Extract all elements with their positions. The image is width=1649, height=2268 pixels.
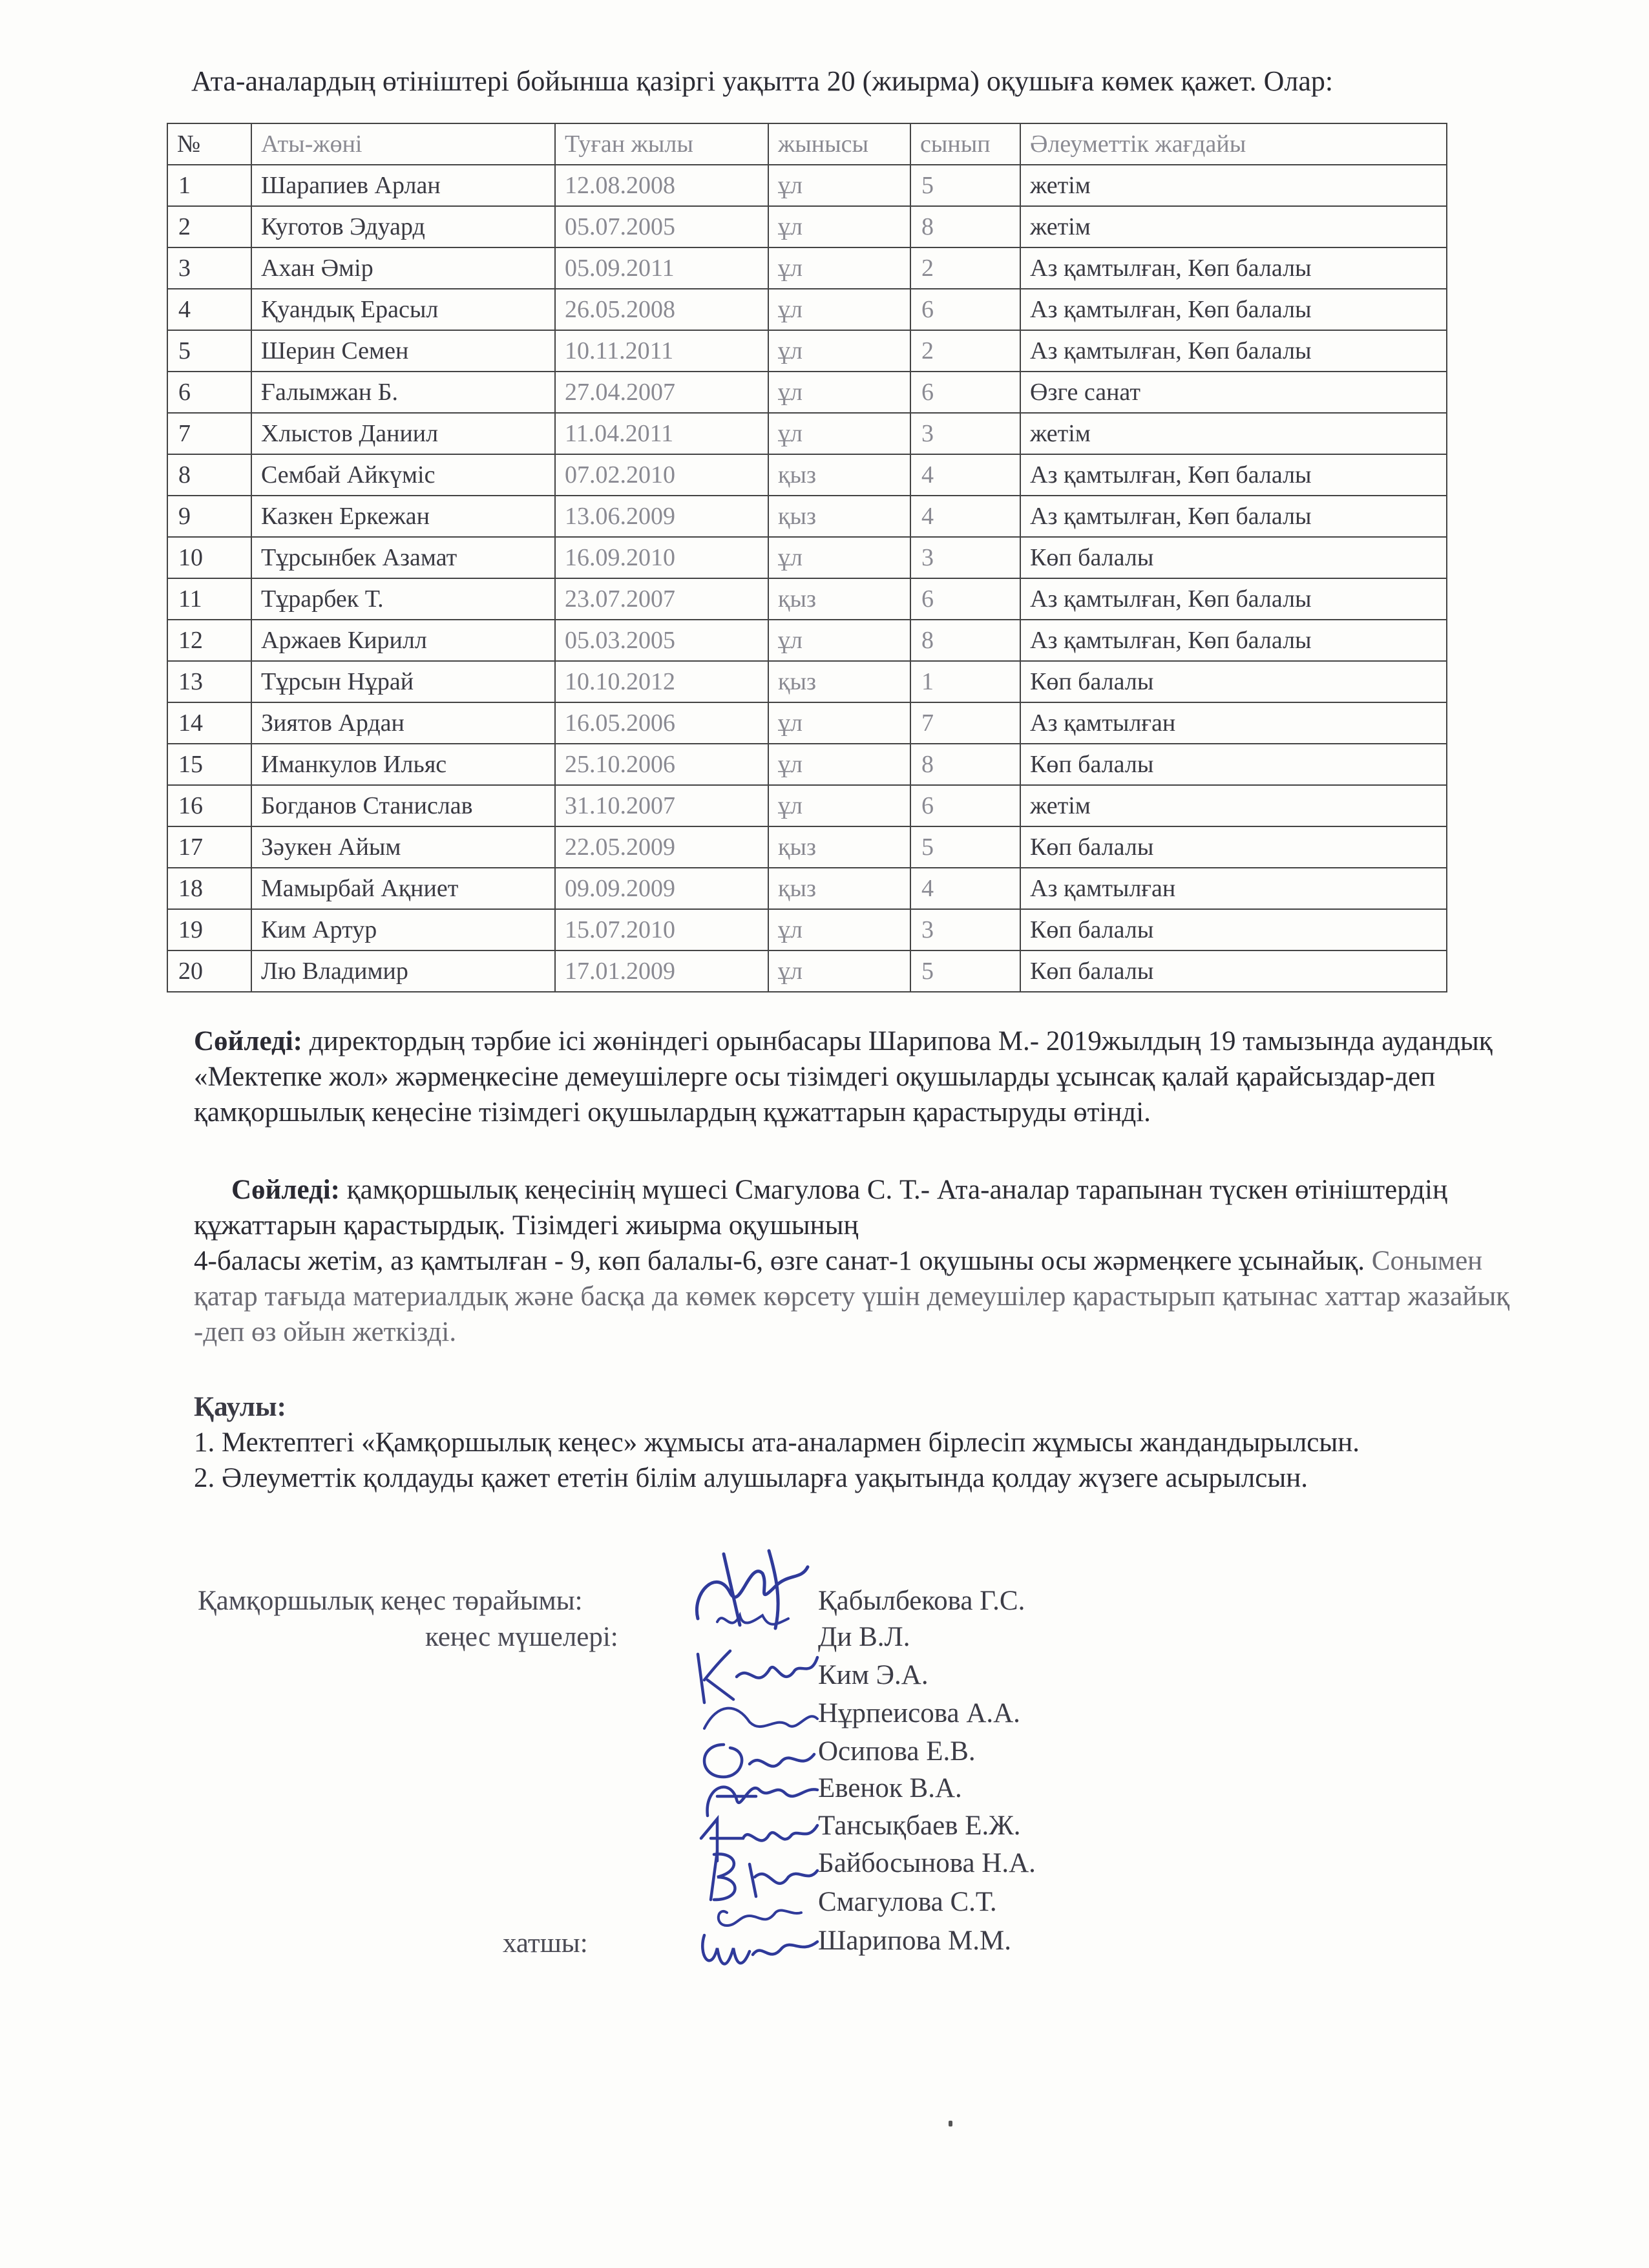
cell-gender: ұл xyxy=(768,909,910,950)
header-gender: жынысы xyxy=(768,123,910,165)
cell-birth-date: 17.01.2009 xyxy=(555,950,768,992)
cell-social-status: Көп балалы xyxy=(1020,950,1447,992)
cell-grade: 8 xyxy=(910,206,1020,247)
table-row xyxy=(167,247,1447,289)
cell-gender: ұл xyxy=(768,702,910,744)
speck xyxy=(949,2121,952,2126)
cell-number: 12 xyxy=(167,620,251,661)
table-row xyxy=(167,165,1447,206)
speech-1 xyxy=(194,1024,1525,1130)
chair-label: Қамқоршылық кеңес төрайымы: xyxy=(198,1586,583,1616)
cell-grade: 3 xyxy=(910,537,1020,578)
cell-grade: 2 xyxy=(910,330,1020,372)
speech-1-text: директордың тәрбие ісі жөніндегі орынбасары Шарипова М.- 2019жылдың 19 тамызында аудандық «Мектепке жол» жәрмеңкесіне демеушілерге осы тізімдегі оқушыларды ұсынсақ қалай қарайсыздар-деп қамқоршылық кеңесіне тізімдегі оқушылардың құжаттарын қарастыруды өтінді. xyxy=(194,1026,1493,1128)
cell-number: 19 xyxy=(167,909,251,950)
cell-number: 17 xyxy=(167,826,251,868)
cell-name: Қуандық Ерасыл xyxy=(251,289,555,330)
cell-birth-date: 13.06.2009 xyxy=(555,496,768,537)
cell-social-status: Көп балалы xyxy=(1020,826,1447,868)
cell-number: 1 xyxy=(167,165,251,206)
header-social-status: Әлеуметтік жағдайы xyxy=(1020,123,1447,165)
cell-gender: ұл xyxy=(768,413,910,454)
header-number: № xyxy=(167,123,251,165)
table-row xyxy=(167,826,1447,868)
secretary-name: Шарипова М.М. xyxy=(818,1926,1012,1956)
table-row xyxy=(167,496,1447,537)
member-name: Смагулова С.Т. xyxy=(818,1887,997,1917)
table-row xyxy=(167,578,1447,620)
cell-number: 13 xyxy=(167,661,251,702)
table-row xyxy=(167,289,1447,330)
header-grade: сынып xyxy=(910,123,1020,165)
cell-name: Тұрарбек Т. xyxy=(251,578,555,620)
member-name: Ди В.Л. xyxy=(818,1622,910,1652)
cell-number: 5 xyxy=(167,330,251,372)
cell-gender: ұл xyxy=(768,744,910,785)
cell-gender: ұл xyxy=(768,247,910,289)
cell-birth-date: 27.04.2007 xyxy=(555,372,768,413)
table-row xyxy=(167,206,1447,247)
table-row xyxy=(167,537,1447,578)
cell-birth-date: 05.09.2011 xyxy=(555,247,768,289)
cell-birth-date: 11.04.2011 xyxy=(555,413,768,454)
member-name: Евенок В.А. xyxy=(818,1773,962,1803)
cell-name: Ғалымжан Б. xyxy=(251,372,555,413)
cell-social-status: Аз қамтылған, Көп балалы xyxy=(1020,620,1447,661)
cell-grade: 7 xyxy=(910,702,1020,744)
table-body xyxy=(167,165,1447,992)
cell-social-status: жетім xyxy=(1020,785,1447,826)
cell-social-status: Көп балалы xyxy=(1020,537,1447,578)
resolution xyxy=(194,1389,1525,1496)
member-name: Тансықбаев Е.Ж. xyxy=(818,1811,1021,1841)
speech-2-text-b: 4-баласы жетім, аз қамтылған - 9, көп балалы-6, өзге санат-1 оқушыны осы жәрмеңкеге ұсынайық. xyxy=(194,1246,1365,1276)
speech-2-text-a: қамқоршылық кеңесінің мүшесі Смагулова С. Т.- Ата-аналар тарапынан түскен өтініштердің құжаттарын қарастырдық. Тізімдегі жиырма оқушының xyxy=(194,1175,1447,1241)
cell-social-status: жетім xyxy=(1020,413,1447,454)
cell-grade: 2 xyxy=(910,247,1020,289)
cell-birth-date: 23.07.2007 xyxy=(555,578,768,620)
cell-grade: 4 xyxy=(910,454,1020,496)
cell-number: 4 xyxy=(167,289,251,330)
cell-name: Шарапиев Арлан xyxy=(251,165,555,206)
cell-birth-date: 26.05.2008 xyxy=(555,289,768,330)
cell-name: Зиятов Ардан xyxy=(251,702,555,744)
cell-social-status: Аз қамтылған xyxy=(1020,868,1447,909)
speech-1-label: Сөйледі: xyxy=(194,1026,302,1056)
signatures-block xyxy=(0,1583,1649,1984)
table-row xyxy=(167,702,1447,744)
member-name: Ким Э.А. xyxy=(818,1660,929,1690)
cell-name: Ахан Әмір xyxy=(251,247,555,289)
cell-name: Тұрсынбек Азамат xyxy=(251,537,555,578)
member-signature xyxy=(678,1596,808,1648)
member-name: Нұрпеисова А.А. xyxy=(818,1698,1020,1728)
cell-number: 2 xyxy=(167,206,251,247)
cell-social-status: жетім xyxy=(1020,165,1447,206)
cell-grade: 5 xyxy=(910,950,1020,992)
cell-birth-date: 15.07.2010 xyxy=(555,909,768,950)
cell-birth-date: 16.05.2006 xyxy=(555,702,768,744)
cell-gender: қыз xyxy=(768,496,910,537)
header-name: Аты-жөні xyxy=(251,123,555,165)
members-label: кеңес мүшелері: xyxy=(425,1622,618,1652)
cell-number: 8 xyxy=(167,454,251,496)
cell-birth-date: 10.11.2011 xyxy=(555,330,768,372)
cell-number: 10 xyxy=(167,537,251,578)
cell-name: Шерин Семен xyxy=(251,330,555,372)
chair-name: Қабылбекова Г.С. xyxy=(818,1586,1025,1616)
cell-name: Зәукен Айым xyxy=(251,826,555,868)
cell-grade: 5 xyxy=(910,826,1020,868)
table-row xyxy=(167,785,1447,826)
cell-name: Хлыстов Даниил xyxy=(251,413,555,454)
cell-name: Мамырбай Ақниет xyxy=(251,868,555,909)
cell-name: Сембай Айкүміс xyxy=(251,454,555,496)
cell-name: Куготов Эдуард xyxy=(251,206,555,247)
table-row xyxy=(167,868,1447,909)
cell-gender: ұл xyxy=(768,372,910,413)
cell-birth-date: 10.10.2012 xyxy=(555,661,768,702)
cell-grade: 3 xyxy=(910,413,1020,454)
table-row xyxy=(167,372,1447,413)
cell-grade: 5 xyxy=(910,165,1020,206)
cell-birth-date: 05.03.2005 xyxy=(555,620,768,661)
table-row xyxy=(167,413,1447,454)
cell-gender: ұл xyxy=(768,165,910,206)
cell-number: 3 xyxy=(167,247,251,289)
cell-social-status: Аз қамтылған, Көп балалы xyxy=(1020,578,1447,620)
cell-birth-date: 22.05.2009 xyxy=(555,826,768,868)
cell-name: Тұрсын Нұрай xyxy=(251,661,555,702)
cell-number: 9 xyxy=(167,496,251,537)
cell-social-status: Аз қамтылған, Көп балалы xyxy=(1020,454,1447,496)
cell-social-status: Аз қамтылған, Көп балалы xyxy=(1020,247,1447,289)
resolution-item-2: 2. Әлеуметтік қолдауды қажет ететін білім алушыларға уақытында қолдау жүзеге асырылсын. xyxy=(194,1463,1308,1493)
cell-name: Казкен Еркежан xyxy=(251,496,555,537)
cell-number: 7 xyxy=(167,413,251,454)
resolution-item-1: 1. Мектептегі «Қамқоршылық кеңес» жұмысы ата-аналармен бірлесіп жұмысы жандандырылсын. xyxy=(194,1427,1360,1458)
cell-social-status: Өзге санат xyxy=(1020,372,1447,413)
member-name: Байбосынова Н.А. xyxy=(818,1848,1036,1878)
intro-line: Ата-аналардың өтініштері бойынша қазіргі уақытта 20 (жиырма) оқушыға көмек қажет. Олар: xyxy=(191,65,1334,97)
cell-birth-date: 12.08.2008 xyxy=(555,165,768,206)
cell-grade: 6 xyxy=(910,372,1020,413)
cell-birth-date: 31.10.2007 xyxy=(555,785,768,826)
cell-number: 6 xyxy=(167,372,251,413)
cell-number: 14 xyxy=(167,702,251,744)
table-row xyxy=(167,909,1447,950)
speech-2 xyxy=(194,1172,1525,1350)
cell-gender: ұл xyxy=(768,785,910,826)
resolution-title: Қаулы: xyxy=(194,1392,286,1422)
cell-social-status: жетім xyxy=(1020,206,1447,247)
cell-grade: 8 xyxy=(910,744,1020,785)
cell-number: 11 xyxy=(167,578,251,620)
secretary-label: хатшы: xyxy=(503,1928,588,1958)
table-row xyxy=(167,661,1447,702)
secretary-signature xyxy=(678,1916,827,1980)
cell-social-status: Аз қамтылған, Көп балалы xyxy=(1020,289,1447,330)
cell-birth-date: 09.09.2009 xyxy=(555,868,768,909)
cell-name: Аржаев Кирилл xyxy=(251,620,555,661)
cell-name: Ким Артур xyxy=(251,909,555,950)
cell-gender: ұл xyxy=(768,330,910,372)
cell-social-status: Көп балалы xyxy=(1020,909,1447,950)
cell-gender: қыз xyxy=(768,868,910,909)
table-row xyxy=(167,744,1447,785)
table-header-row xyxy=(167,123,1447,165)
cell-grade: 8 xyxy=(910,620,1020,661)
cell-gender: ұл xyxy=(768,950,910,992)
cell-grade: 6 xyxy=(910,289,1020,330)
cell-social-status: Аз қамтылған, Көп балалы xyxy=(1020,330,1447,372)
cell-birth-date: 07.02.2010 xyxy=(555,454,768,496)
table-row xyxy=(167,620,1447,661)
cell-social-status: Көп балалы xyxy=(1020,661,1447,702)
cell-birth-date: 25.10.2006 xyxy=(555,744,768,785)
cell-name: Богданов Станислав xyxy=(251,785,555,826)
cell-social-status: Аз қамтылған, Көп балалы xyxy=(1020,496,1447,537)
cell-gender: қыз xyxy=(768,661,910,702)
table-row xyxy=(167,454,1447,496)
students-table xyxy=(167,123,1447,992)
header-birth-date: Туған жылы xyxy=(555,123,768,165)
cell-number: 16 xyxy=(167,785,251,826)
cell-grade: 6 xyxy=(910,785,1020,826)
cell-name: Лю Владимир xyxy=(251,950,555,992)
cell-gender: қыз xyxy=(768,578,910,620)
cell-grade: 3 xyxy=(910,909,1020,950)
cell-gender: қыз xyxy=(768,454,910,496)
cell-social-status: Аз қамтылған xyxy=(1020,702,1447,744)
cell-social-status: Көп балалы xyxy=(1020,744,1447,785)
cell-birth-date: 05.07.2005 xyxy=(555,206,768,247)
member-name: Осипова Е.В. xyxy=(818,1736,976,1767)
cell-grade: 4 xyxy=(910,496,1020,537)
cell-number: 20 xyxy=(167,950,251,992)
cell-number: 18 xyxy=(167,868,251,909)
cell-birth-date: 16.09.2010 xyxy=(555,537,768,578)
table-row xyxy=(167,950,1447,992)
cell-grade: 6 xyxy=(910,578,1020,620)
cell-grade: 1 xyxy=(910,661,1020,702)
cell-gender: ұл xyxy=(768,620,910,661)
speech-2-label: Сөйледі: xyxy=(231,1175,340,1205)
speech-2-text-c: Сонымен қатар тағыда материалдық және басқа да көмек көрсету үшін демеушілер қарастырып қатынас хаттар жазайық -деп өз ойын жеткізді. xyxy=(194,1246,1510,1347)
cell-gender: ұл xyxy=(768,289,910,330)
cell-gender: ұл xyxy=(768,206,910,247)
cell-gender: ұл xyxy=(768,537,910,578)
cell-name: Иманкулов Ильяс xyxy=(251,744,555,785)
table-row xyxy=(167,330,1447,372)
cell-number: 15 xyxy=(167,744,251,785)
cell-grade: 4 xyxy=(910,868,1020,909)
cell-gender: қыз xyxy=(768,826,910,868)
